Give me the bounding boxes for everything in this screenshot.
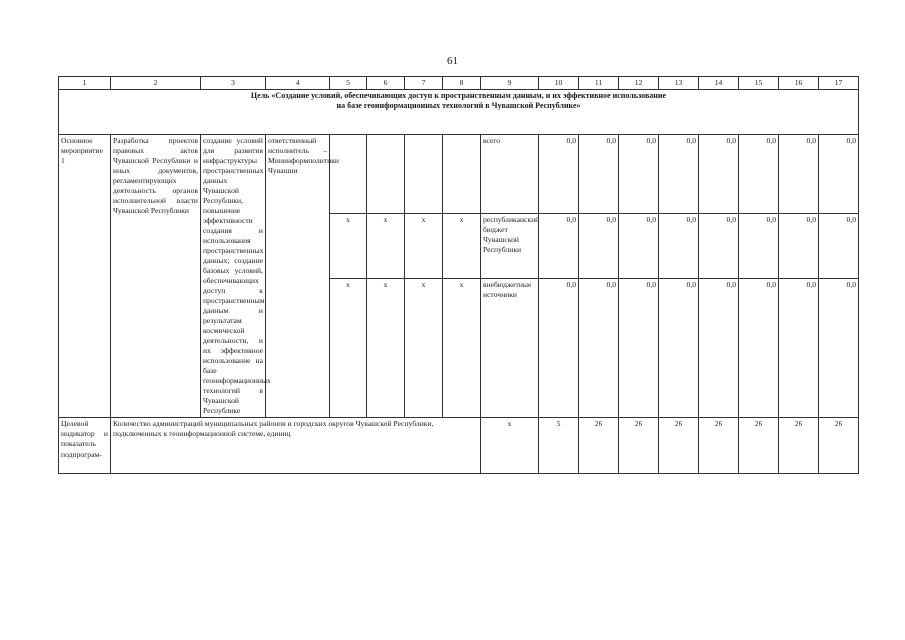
cell-c5: [330, 135, 367, 214]
indicator-label: Целевой индикатор и показатель подпрограм-: [59, 418, 111, 474]
value-cell: 0,0: [659, 135, 699, 214]
column-number: 16: [779, 77, 819, 90]
value-cell: 0,0: [779, 278, 819, 418]
indicator-value: 26: [579, 418, 619, 474]
value-cell: 0,0: [739, 278, 779, 418]
indicator-value: 26: [659, 418, 699, 474]
cell-c5: х: [330, 278, 367, 418]
funding-source: внебюджетные источники: [481, 278, 539, 418]
column-number: 17: [819, 77, 859, 90]
value-cell: 0,0: [619, 135, 659, 214]
value-cell: 0,0: [819, 135, 859, 214]
column-number: 9: [481, 77, 539, 90]
indicator-c9: х: [481, 418, 539, 474]
indicator-value: 26: [619, 418, 659, 474]
cell-c6: х: [367, 278, 405, 418]
indicator-row: [59, 418, 859, 474]
goal-row: [59, 90, 859, 135]
value-cell: 0,0: [619, 213, 659, 278]
value-cell: 0,0: [659, 278, 699, 418]
value-cell: 0,0: [699, 278, 739, 418]
indicator-value: 26: [779, 418, 819, 474]
cell-c8: х: [443, 213, 481, 278]
column-number: 2: [111, 77, 201, 90]
measure-executor: ответственный исполнитель – Мининформполитики Чувашии: [266, 135, 330, 418]
column-number: 11: [579, 77, 619, 90]
value-cell: 0,0: [779, 135, 819, 214]
indicator-value: 5: [539, 418, 579, 474]
column-number: 8: [443, 77, 481, 90]
indicator-value: 26: [739, 418, 779, 474]
value-cell: 0,0: [699, 213, 739, 278]
column-number: 13: [659, 77, 699, 90]
value-cell: 0,0: [819, 213, 859, 278]
cell-c7: х: [405, 213, 443, 278]
column-number: 6: [367, 77, 405, 90]
cell-c6: х: [367, 213, 405, 278]
cell-c7: х: [405, 278, 443, 418]
column-number: 7: [405, 77, 443, 90]
program-table: [58, 76, 859, 474]
value-cell: 0,0: [739, 213, 779, 278]
indicator-text: Количество администраций муниципальных районов и городских округов Чувашской Республики, подключенных к геоинформационной системе, единиц: [111, 418, 481, 474]
value-cell: 0,0: [579, 213, 619, 278]
column-number: 3: [201, 77, 266, 90]
cell-c8: х: [443, 278, 481, 418]
column-number: 10: [539, 77, 579, 90]
cell-c7: [405, 135, 443, 214]
cell-c8: [443, 135, 481, 214]
value-cell: 0,0: [579, 135, 619, 214]
value-cell: 0,0: [699, 135, 739, 214]
value-cell: 0,0: [659, 213, 699, 278]
measure-goal: создание условий для развития инфраструктуры пространственных данных Чувашской Республики, повышение эффективности создания и использования пространственных данных; создание базовых условий, обеспечивающих доступ к пространственным данным и результатам космической деятельности, и их эффективное использование на базе геоинформационных технологий в Чувашской Республике: [201, 135, 266, 418]
column-number: 1: [59, 77, 111, 90]
indicator-value: 26: [699, 418, 739, 474]
value-cell: 0,0: [819, 278, 859, 418]
column-number: 5: [330, 77, 367, 90]
goal-line-2: на базе геоинформационных технологий в Чувашской Республике»: [336, 101, 581, 111]
goal-line-1: Цель «Создание условий, обеспечивающих доступ к пространственным данным, и их эффективное использование: [250, 91, 667, 101]
measure-row-total: [59, 135, 859, 214]
column-number: 4: [266, 77, 330, 90]
column-number-row: [59, 77, 859, 90]
cell-c5: х: [330, 213, 367, 278]
page-number: 61: [447, 55, 458, 67]
funding-source: всего: [481, 135, 539, 214]
cell-c6: [367, 135, 405, 214]
value-cell: 0,0: [579, 278, 619, 418]
funding-source: республиканский бюджет Чувашской Республики: [481, 213, 539, 278]
goal-cell: [59, 90, 859, 135]
column-number: 14: [699, 77, 739, 90]
value-cell: 0,0: [739, 135, 779, 214]
value-cell: 0,0: [539, 135, 579, 214]
column-number: 12: [619, 77, 659, 90]
column-number: 15: [739, 77, 779, 90]
measure-title: Разработка проектов правовых актов Чувашской Республики и иных документов, регламентирующих деятельность органов исполнительной власти Чувашской Республики: [111, 135, 201, 418]
value-cell: 0,0: [779, 213, 819, 278]
value-cell: 0,0: [539, 278, 579, 418]
indicator-value: 26: [819, 418, 859, 474]
value-cell: 0,0: [619, 278, 659, 418]
value-cell: 0,0: [539, 213, 579, 278]
measure-type: Основное мероприятие 1: [59, 135, 111, 418]
